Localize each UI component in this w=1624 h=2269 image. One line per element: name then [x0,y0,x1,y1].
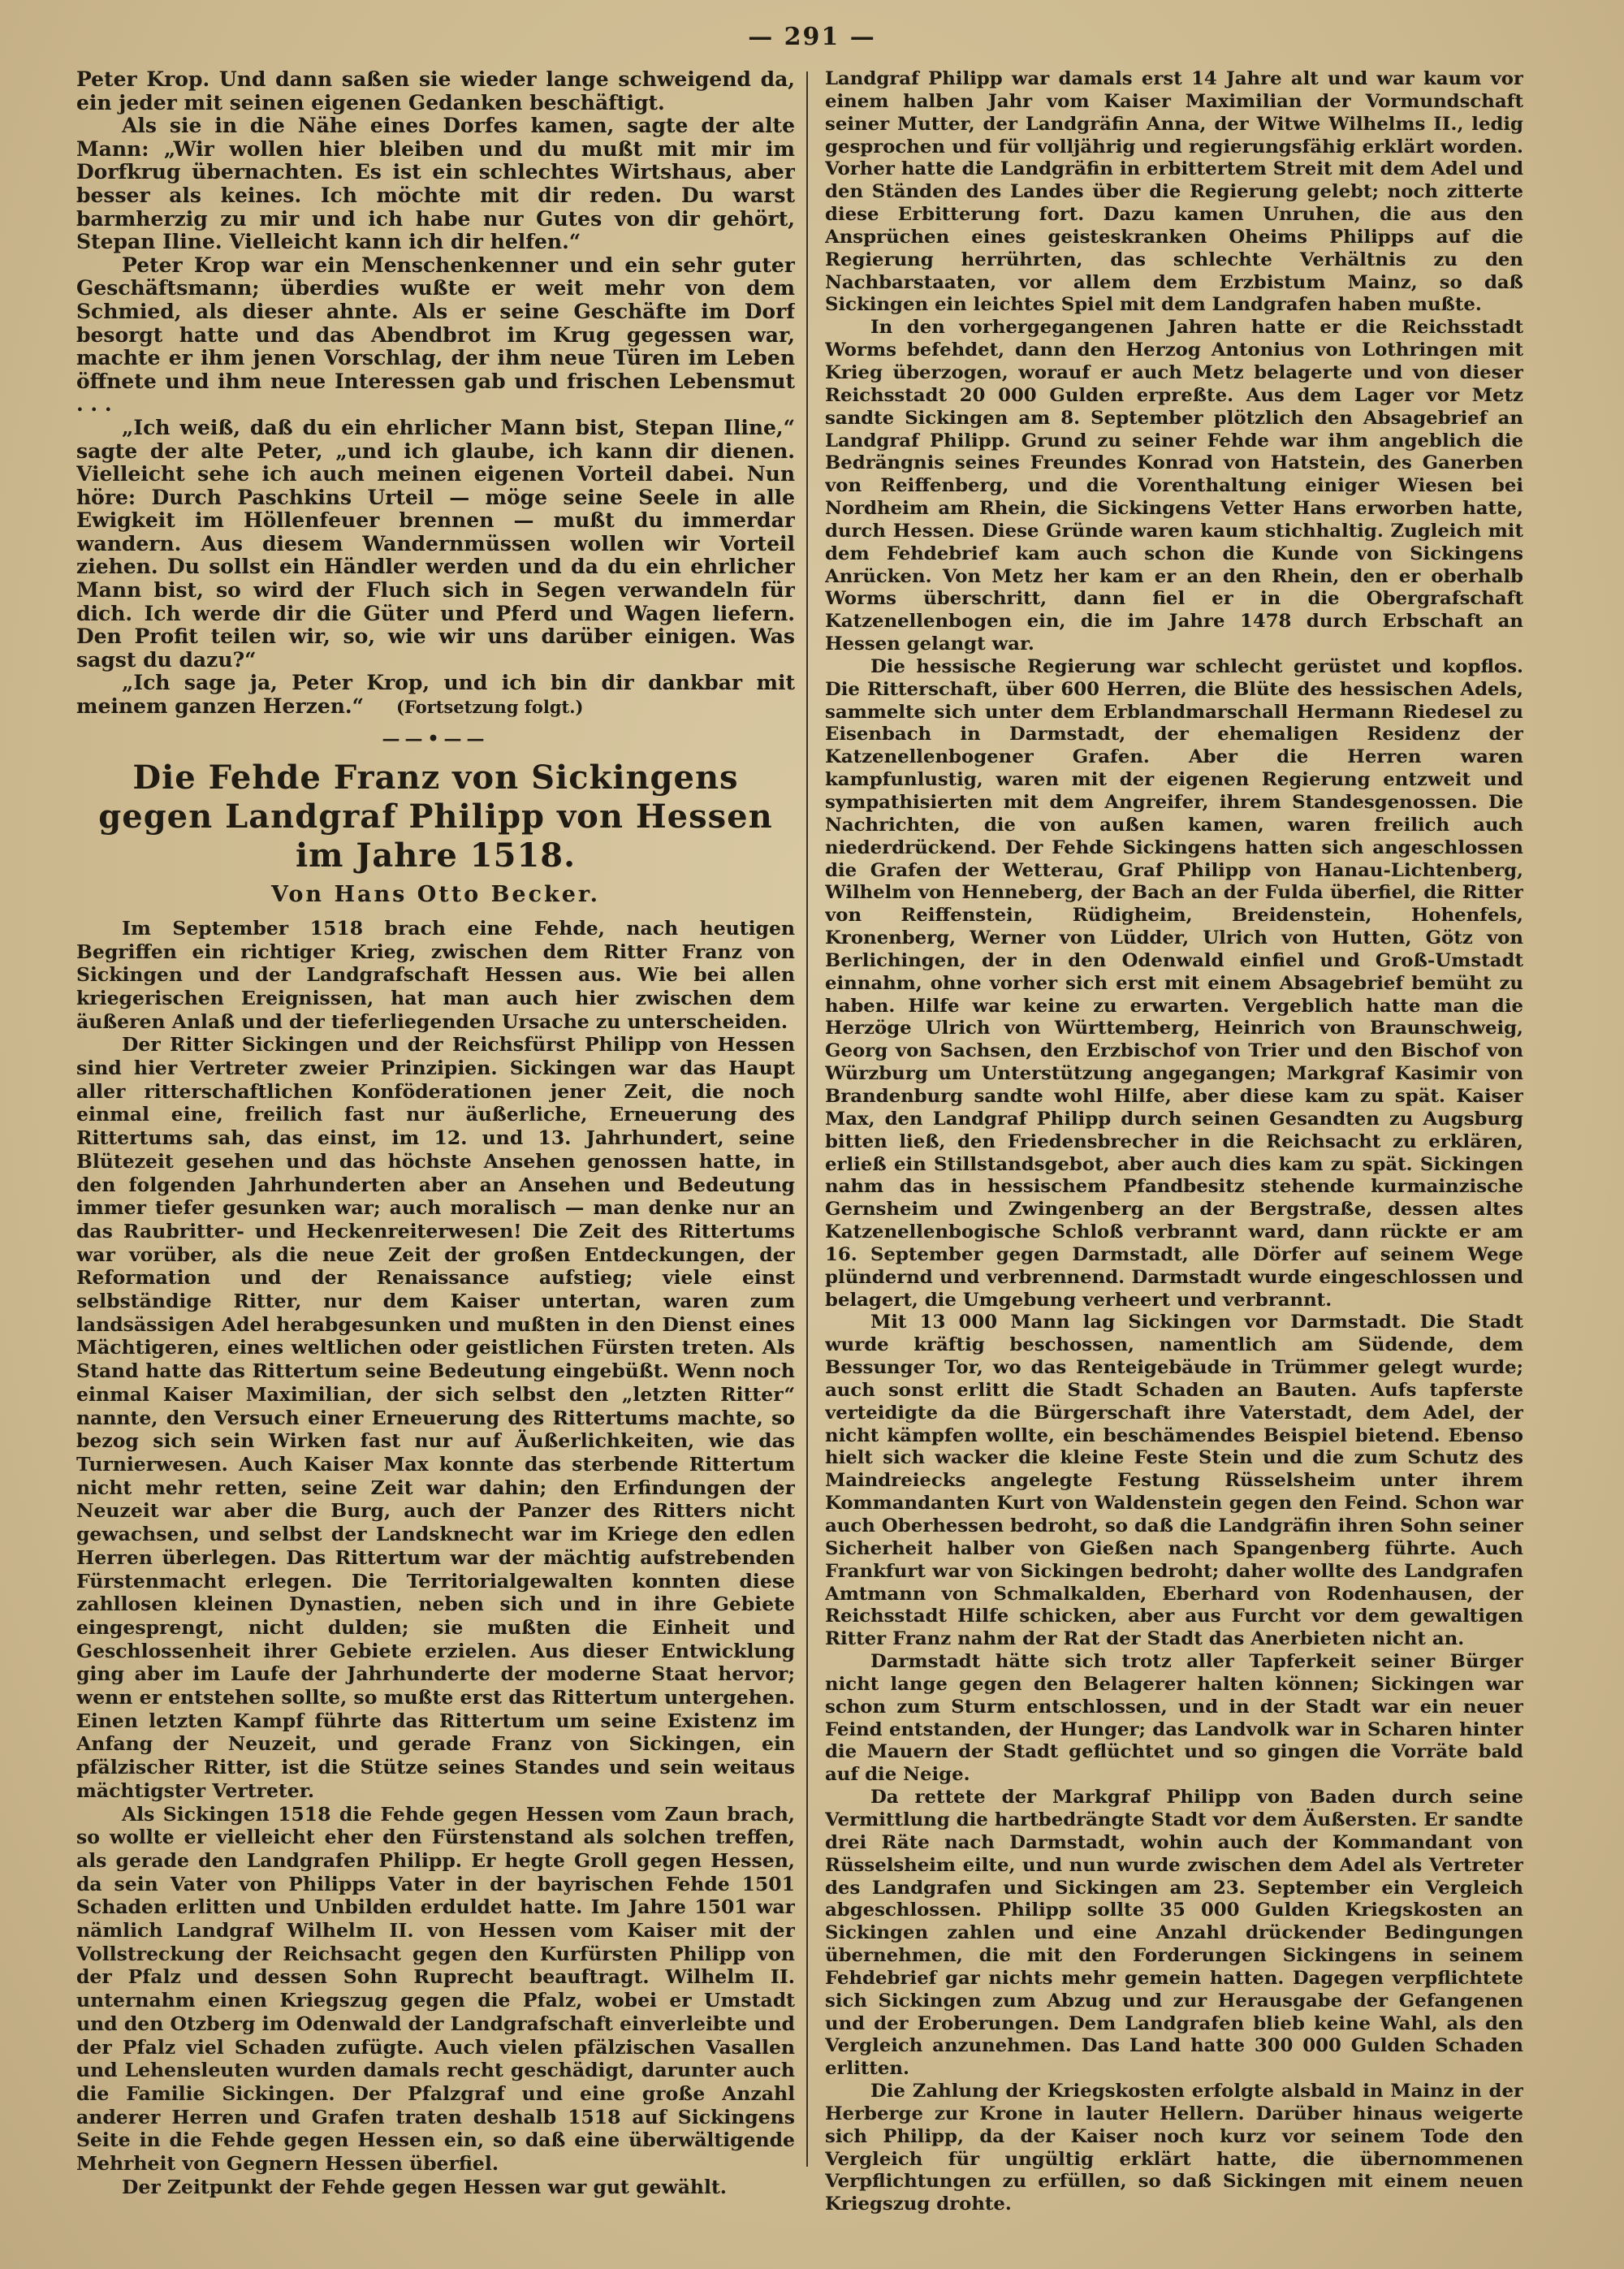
story-paragraph [76,672,795,719]
article-paragraph: Als Sickingen 1518 die Fehde gegen Hessen vom Zaun brach, so wollte er vielleicht eher den Fürstenstand als solchen treffen, als gerade den Landgrafen Philipp. Er hegte Groll gegen Hessen, da sein Vater von Philipps Vater in der bayrischen Fehde 1501 Schaden erlitten und Unbilden erduldet hatte. Im Jahre 1501 war nämlich Landgraf Wilhelm II. von Hessen vom Kaiser mit der Vollstreckung der Reichsacht gegen den Kurfürsten Philipp von der Pfalz und dessen Sohn Ruprecht beauftragt. Wilhelm II. unternahm einen Kriegszug gegen die Pfalz, wobei er Umstadt und den Otzberg im Odenwald der Landgrafschaft einverleibte und der Pfalz viel Schaden zufügte. Auch vielen pfälzischen Vasallen und Lehensleuten wurden damals recht geschädigt, darunter auch die Familie Sickingen. Der Pfalzgraf und eine große Anzahl anderer Herren und Grafen traten deshalb 1518 auf Sickingens Seite in die Fehde gegen Hessen ein, so daß eine überwältigende Mehrheit von Gegnern Hessen überfiel. [76,1802,795,2176]
story-last-line: „Ich sage ja, Peter Krop, und ich bin dir dankbar mit meinem ganzen Herzen.“ [76,671,795,719]
left-column [76,68,795,2228]
article-paragraph: Landgraf Philipp war damals erst 14 Jahre alt und war kaum vor einem halben Jahr vom Kaiser Maximilian der Vormundschaft seiner Mutter, der Landgräfin Anna, der Witwe Wilhelms II., ledig gesprochen und für volljährig und regierungsfähig erklärt worden. Vorher hatte die Landgräfin in erbittertem Streit mit dem Adel und den Ständen des Landes über die Regierung gelebt; noch zitterte diese Erbitterung fort. Dazu kamen Unruhen, die aus den Ansprüchen eines geisteskranken Oheims Philipps auf die Regierung herrührten, das schlechte Verhältnis zu den Nachbarstaaten, vor allem dem Erzbistum Mainz, so daß Sickingen ein leichtes Spiel mit dem Landgrafen haben mußte. [825,68,1523,316]
section-separator: ——•—— [382,728,490,750]
right-column [825,68,1523,2228]
story-paragraph: Als sie in die Nähe eines Dorfes kamen, sagte der alte Mann: „Wir wollen hier bleiben und du mußt mit mir im Dorfkrug übernachten. Es ist ein schlechtes Wirtshaus, aber besser als keines. Ich möchte mit dir reden. Du warst barmherzig zu mir und ich habe nur Gutes von dir gehört, Stepan Iline. Vielleicht kann ich dir helfen.“ [76,114,795,254]
article-paragraph: Da rettete der Markgraf Philipp von Baden durch seine Vermittlung die hartbedrängte Stadt vor dem Äußersten. Er sandte drei Räte nach Darmstadt, wohin auch der Kommandant von Rüsselsheim eilte, und nun wurde zwischen dem Adel als Vertreter des Landgrafen und Sickingen am 23. September ein Vergleich abgeschlossen. Philipp sollte 35 000 Gulden Kriegskosten an Sickingen zahlen und eine Anzahl drückender Bedingungen übernehmen, die mit den Forderungen Sickingens in seinem Fehdebrief gar nichts mehr gemein hatten. Dagegen verpflichtete sich Sickingen zum Abzug und zur Herausgabe der Gefangenen und der Eroberungen. Dem Landgrafen blieb keine Wahl, als den Vergleich anzunehmen. Das Land hatte 300 000 Gulden Schaden erlitten. [825,1787,1523,2080]
article-paragraph: In den vorhergegangenen Jahren hatte er die Reichsstadt Worms befehdet, dann den Herzog Antonius von Lothringen mit Krieg überzogen, worauf er auch Metz belagerte und von dieser Reichsstadt 20 000 Gulden erpreßte. Aus dem Lager vor Metz sandte Sickingen am 8. September plötzlich den Absagebrief an Landgraf Philipp. Grund zu seiner Fehde war ihm angeblich die Bedrängnis seines Freundes Konrad von Hatstein, des Ganerben von Reiffenberg, und die Vorenthaltung einiger Wiesen bei Nordheim am Rhein, die Sickingens Vetter Hans erworben hatte, durch Hessen. Diese Gründe waren kaum stichhaltig. Zugleich mit dem Fehdebrief kam auch schon die Kunde von Sickingens Anrücken. Von Metz her kam er an den Rhein, den er oberhalb Worms überschritt, dann fiel er in die Obergrafschaft Katzenellenbogen ein, die im Jahre 1478 durch Erbschaft an Hessen gelangt war. [825,317,1523,655]
article-paragraph: Die hessische Regierung war schlecht gerüstet und kopflos. Die Ritterschaft, über 600 Herren, die Blüte des hessischen Adels, sammelte sich unter dem Erblandmarschall Hermann Riedesel zu Eisenbach in Darmstadt, der ehemaligen Residenz der Katzenellenbogener Grafen. Aber die Herren waren kampfunlustig, waren mit der eigenen Regierung entzweit und sympathisierten mit dem Angreifer, ihrem Standesgenossen. Die Nachrichten, die von außen kamen, waren freilich auch niederdrückend. Der Fehde Sickingens hatten sich angeschlossen die Grafen der Wetterau, Graf Philipp von Hanau-Lichtenberg, Wilhelm von Henneberg, der Bach an der Fulda überfiel, die Ritter von Reiffenstein, Rüdigheim, Breidenstein, Hohenfels, Kronenberg, Werner von Lüdder, Ulrich von Hutten, Götz von Berlichingen, der in den Odenwald einfiel und Groß-Umstadt einnahm, ohne vorher sich erst mit einem Absagebrief bemüht zu haben. Hilfe war keine zu erwarten. Vergeblich hatte man die Herzöge Ulrich von Württemberg, Heinrich von Braunschweig, Georg von Sachsen, den Erzbischof von Trier und den Bischof von Würzburg um Unterstützung angegangen; Markgraf Kasimir von Brandenburg sandte wohl Hilfe, aber diese kam zu spät. Kaiser Max, den Landgraf Philipp durch seinen Gesandten zu Augsburg bitten ließ, den Friedensbrecher in die Reichsacht zu erklären, erließ ein Stillstandsgebot, aber auch dies kam zu spät. Sickingen nahm das in hessischem Pfandbesitz stehende kurmainzische Gernsheim und Zwingenberg an der Bergstraße, dessen altes Katzenellenbogische Schloß verbrannt ward, dann rückte er am 16. September gegen Darmstadt, alle Dörfer auf seinem Wege plündernd und verbrennend. Darmstadt wurde eingeschlossen und belagert, die Umgebung verheert und verbrannt. [825,655,1523,1311]
story-paragraph: Peter Krop war ein Menschenkenner und ein sehr guter Geschäftsmann; überdies wußte er weit mehr von dem Schmied, als dieser ahnte. Als er seine Geschäfte im Dorf besorgt hatte und das Abendbrot im Krug gegessen war, machte er ihm jenen Vorschlag, der ihm neue Türen im Leben öffnete und ihm neue Interessen gab und frischen Lebensmut . . . [76,253,795,417]
article-title: Die Fehde Franz von Sickingens gegen Landgraf Philipp von Hessen im Jahre 1518. [98,758,773,875]
continued-note: (Fortsetzung folgt.) [396,697,584,718]
article-paragraph: Im September 1518 brach eine Fehde, nach heutigen Begriffen ein richtiger Krieg, zwischen dem Ritter Franz von Sickingen und der Landgrafschaft Hessen aus. Wie bei allen kriegerischen Ereignissen, hat man auch hier zwischen dem äußeren Anlaß und der tieferliegenden Ursache zu unterscheiden. [76,916,795,1033]
story-paragraph: Peter Krop. Und dann saßen sie wieder lange schweigend da, ein jeder mit seinen eigenen Gedanken beschäftigt. [76,68,795,115]
story-paragraph: „Ich weiß, daß du ein ehrlicher Mann bist, Stepan Iline,“ sagte der alte Peter, „und ich glaube, ich kann dir dienen. Vielleicht sehe ich auch meinen eigenen Vorteil dabei. Nun höre: Durch Paschkins Urteil — möge seine Seele in alle Ewigkeit im Höllenfeuer brennen — mußt du immerdar wandern. Aus diesem Wandernmüssen wollen wir Vorteil ziehen. Du sollst ein Händler werden und da du ein ehrlicher Mann bist, so wird der Fluch sich in Segen verwandeln für dich. Ich werde dir die Güter und Pferd und Wagen liefern. Den Profit teilen wir, so, wie wir uns darüber einigen. Was sagst du dazu?“ [76,415,795,672]
article-paragraph: Der Zeitpunkt der Fehde gegen Hessen war gut gewählt. [122,2175,727,2198]
article-paragraph: Die Zahlung der Kriegskosten erfolgte alsbald in Mainz in der Herberge zur Krone in lauter Hellern. Darüber hinaus weigerte sich Philipp, da der Kaiser noch kurz vor seinem Tode den Vergleich für ungültig erklärt hatte, die übernommenen Verpflichtungen zu erfüllen, so daß Sickingen mit einem neuen Kriegszug drohte. [825,2081,1523,2215]
article-author: Von Hans Otto Becker. [270,882,601,908]
article-paragraph: Darmstadt hätte sich trotz aller Tapferkeit seiner Bürger nicht lange gegen den Belagerer halten können; Sickingen war schon zum Sturm entschlossen, und in der Stadt war ein neuer Feind entstanden, der Hunger; das Landvolk war in Scharen hinter die Mauern der Stadt geflüchtet und so gingen die Vorräte bald auf die Neige. [825,1651,1523,1786]
page-number: — 291 — [748,23,876,51]
column-rule [806,71,808,2167]
article-paragraph: Der Ritter Sickingen und der Reichsfürst Philipp von Hessen sind hier Vertreter zweier Prinzipien. Sickingen war das Haupt aller ritterschaftlichen Konföderationen jener Zeit, die noch einmal eine, freilich fast nur äußerliche, Erneuerung des Rittertums sah, das einst, im 12. und 13. Jahrhundert, seine Blütezeit gesehen und das höchste Ansehen genossen hatte, in den folgenden Jahrhunderten aber an Ansehen und Bedeutung immer tiefer gesunken war; auch moralisch — man denke nur an das Raubritter- und Heckenreiterwesen! Die Zeit des Rittertums war vorüber, als die neue Zeit der großen Entdeckungen, der Reformation und der Renaissance aufstieg; viele einst selbständige Ritter, nur dem Kaiser untertan, waren zum landsässigen Adel herabgesunken und mußten in den Dienst eines Mächtigeren, eines weltlichen oder geistlichen Fürsten treten. Als Stand hatte das Rittertum seine Bedeutung eingebüßt. Wenn noch einmal Kaiser Maximilian, der sich selbst den „letzten Ritter“ nannte, den Versuch einer Erneuerung des Rittertums machte, so bezog sich sein Wirken fast nur auf Äußerlichkeiten, wie das Turnierwesen. Auch Kaiser Max konnte das sterbende Rittertum nicht mehr retten, seine Zeit war dahin; den Erfindungen der Neuzeit war aber die Burg, auch der Panzer des Ritters nicht gewachsen, und selbst der Landsknecht war im Kriege den edlen Herren überlegen. Das Rittertum war der mächtig aufstrebenden Fürstenmacht erlegen. Die Territorialgewalten konnten diese zahllosen kleinen Dynastien, neben sich und in ihre Gebiete eingesprengt, nicht dulden; sie mußten die Einheit und Geschlossenheit ihrer Gebiete erzielen. Aus dieser Entwicklung ging aber im Laufe der Jahrhunderte der moderne Staat hervor; wenn er entstehen sollte, so mußte erst das Rittertum untergehen. Einen letzten Kampf führte das Rittertum um seine Existenz im Anfang der Neuzeit, und gerade Franz von Sickingen, ein pfälzischer Ritter, ist die Stütze seines Standes und sein weitaus mächtigster Vertreter. [76,1033,795,1802]
article-paragraph: Mit 13 000 Mann lag Sickingen vor Darmstadt. Die Stadt wurde kräftig beschossen, namentlich am Südende, dem Bessunger Tor, wo das Renteigebäude in Trümmer gelegt wurde; auch sonst erlitt die Stadt Schaden an Bauten. Aufs tapferste verteidigte da die Bürgerschaft ihre Vaterstadt, dem Adel, der nicht kämpfen wollte, ein beschämendes Beispiel bietend. Ebenso hielt sich wacker die kleine Feste Stein und die zum Schutz des Maindreiecks angelegte Festung Rüsselsheim unter ihrem Kommandanten Kurt von Waldenstein gegen den Feind. Schon war auch Oberhessen bedroht, so daß die Landgräfin ihren Sohn seiner Sicherheit halber von Gießen nach Spangenberg führte. Auch Frankfurt war von Sickingen bedroht; daher wollte des Landgrafen Amtmann von Schmalkalden, Eberhard von Rodenhausen, der Reichsstadt Hilfe schicken, aber aus Furcht vor dem gewaltigen Ritter Franz nahm der Rat der Stadt das Anerbieten nicht an. [825,1312,1523,1650]
